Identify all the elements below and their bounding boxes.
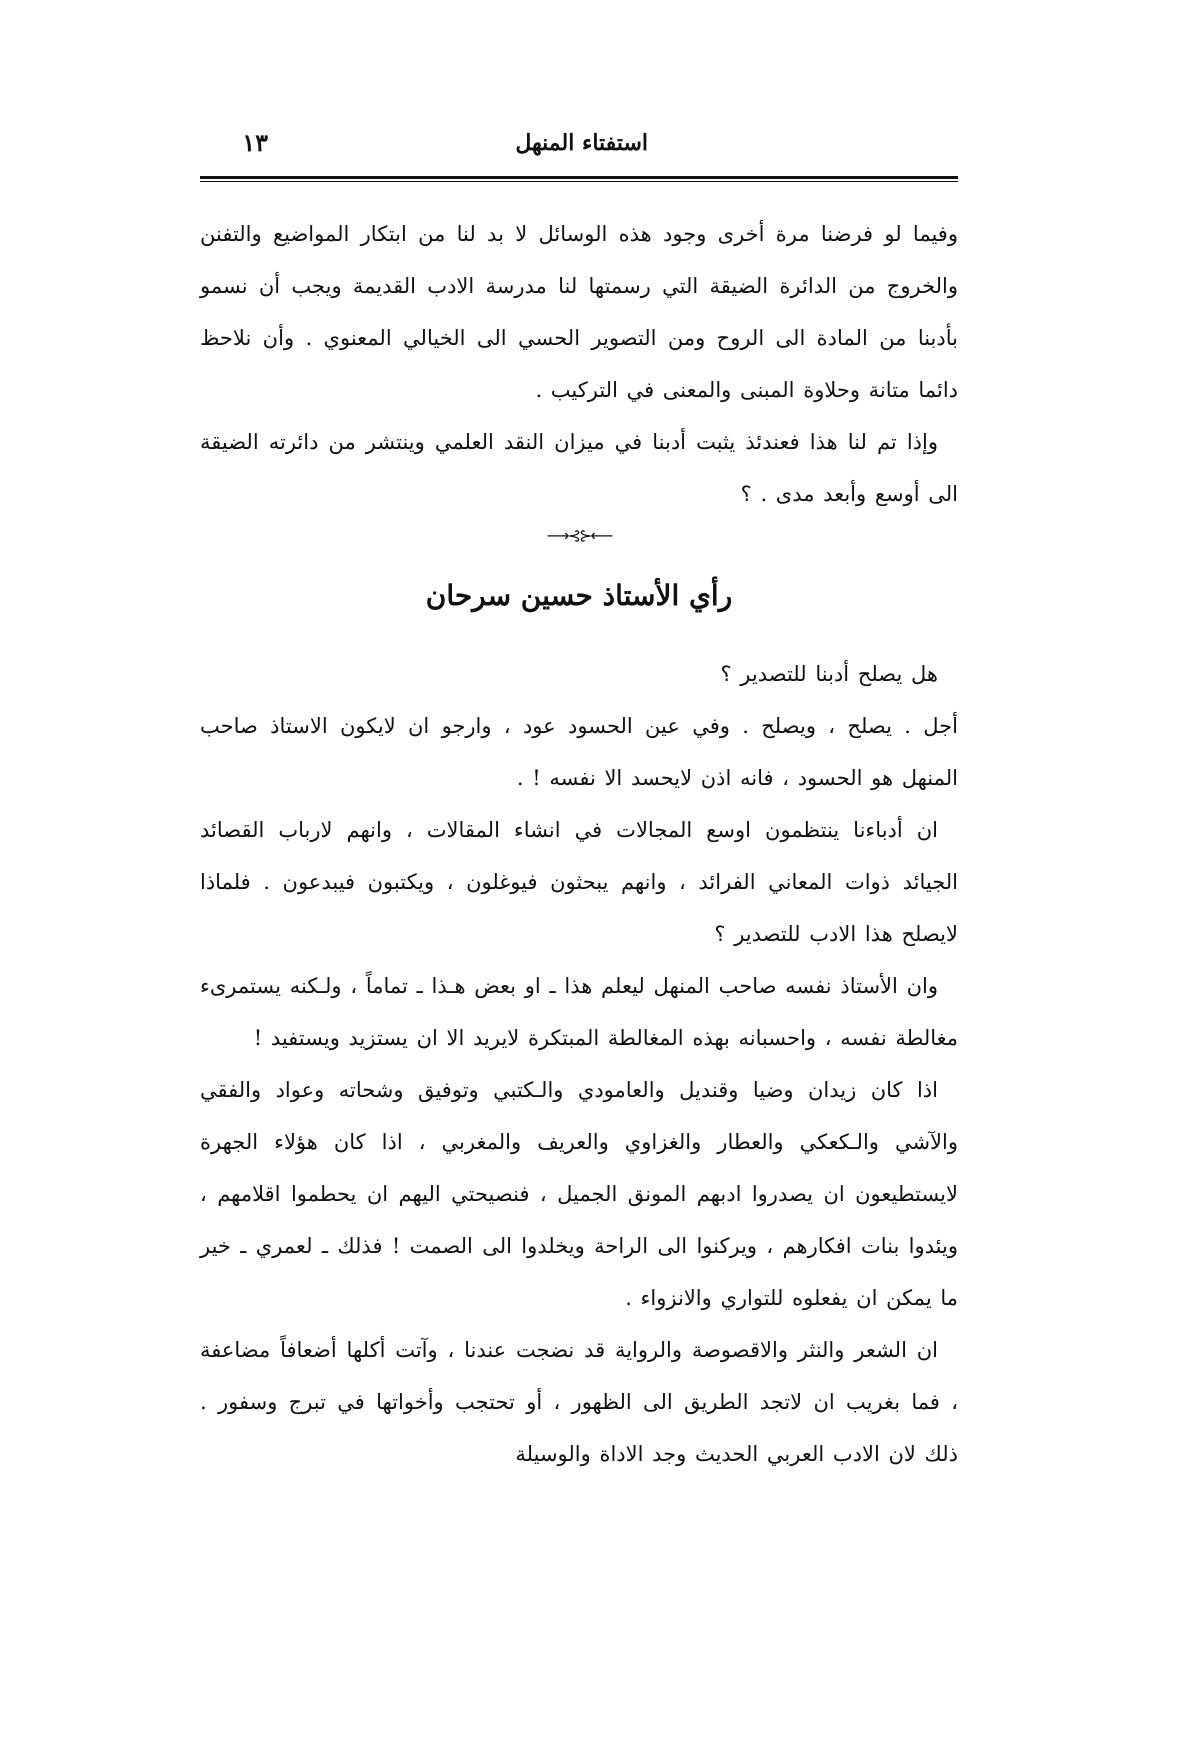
book-page — [200, 120, 958, 1680]
paragraph: اذا كان زيدان وضيا وقنديل والعامودي والـكتبي وتوفيق وشحاته وعواد والفقي والآشي والـكعكي والعطار والغزاوي والعريف والمغربي ، اذا كان هؤلاء الجهرة لايستطيعون ان يصدروا ادبهم المونق الجميل ، فنصيحتي اليهم ان يحطموا اقلامهم ، ويئدوا بنات افكارهم ، ويركنوا الى الراحة ويخلدوا الى الصمت ! فذلك ـ لعمري ـ خير ما يمكن ان يفعلوه للتواري والانزواء . — [200, 1078, 958, 1310]
page-number: ١٣ — [242, 128, 268, 157]
paragraph: وان الأستاذ نفسه صاحب المنهل ليعلم هذا ـ او بعض هـذا ـ تماماً ، ولـكنه يستمرىء مغالطة نفسه ، واحسبانه بهذه المغالطة المبتكرة لايريد الا ان يستزيد ويستفيد ! — [200, 974, 958, 1050]
paragraph: ان الشعر والنثر والاقصوصة والرواية قد نضجت عندنا ، وآتت أكلها أضعافاً مضاعفة ، فما بغريب ان لاتجد الطريق الى الظهور ، أو تحتجب وأخواتها في تبرج وسفور . ذلك لان الادب العربي الحديث وجد الاداة والوسيلة — [200, 1338, 958, 1466]
question-line: هل يصلح أدبنا للتصدير ؟ — [720, 662, 938, 686]
paragraph: وفيما لو فرضنا مرة أخرى وجود هذه الوسائل لا بد لنا من ابتكار المواضيع والتفنن والخروج من الدائرة الضيقة التي رسمتها لنا مدرسة الادب القديمة ويجب أن نسمو بأدبنا من المادة الى الروح ومن التصوير الحسي الى الخيالي المعنوي . وأن نلاحظ دائما متانة وحلاوة المبنى والمعنى في التركيب . — [200, 222, 958, 402]
section-title: رأي الأستاذ حسين سرحان — [425, 579, 733, 612]
running-head — [200, 120, 958, 176]
paragraph: أجل . يصلح ، ويصلح . وفي عين الحسود عود ، وارجو ان لايكون الاستاذ صاحب المنهل هو الحسود ، فانه اذن لايحسد الا نفسه ! . — [200, 714, 958, 790]
header-rule — [200, 176, 958, 182]
section-divider-ornament: ⟵⊰⊱⟶ — [546, 526, 612, 545]
paragraph: ان أدباءنا ينتظمون اوسع المجالات في انشاء المقالات ، وانهم لارباب القصائد الجيائد ذوات المعاني الفرائد ، وانهم يبحثون فيوغلون ، ويكتبون فيبدعون . فلماذا لايصلح هذا الادب للتصدير ؟ — [200, 818, 958, 946]
paragraph: وإذا تم لنا هذا فعندئذ يثبت أدبنا في ميزان النقد العلمي وينتشر من دائرته الضيقة الى أوسع وأبعد مدى . ؟ — [200, 430, 958, 506]
running-title: استفتاء المنهل — [515, 130, 648, 156]
